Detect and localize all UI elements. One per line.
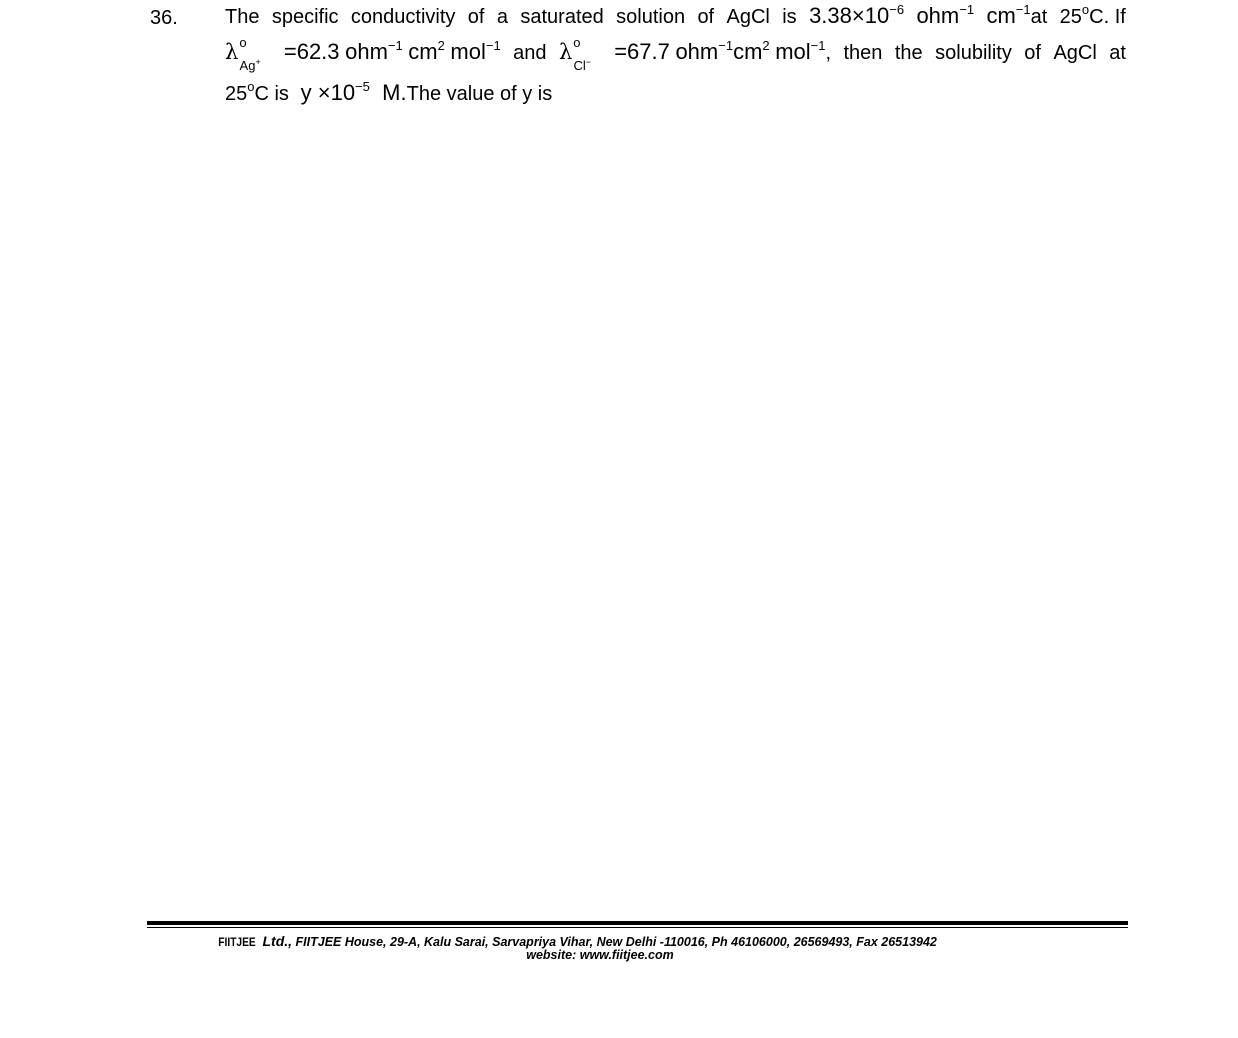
unit-text: mol: [450, 39, 486, 64]
ion-subscript-ag: [240, 57, 261, 73]
times-sign: ×: [851, 3, 865, 28]
word: AgCl: [726, 6, 770, 28]
exponent: −1: [485, 38, 501, 53]
temperature: [1059, 2, 1126, 29]
word: at: [1109, 42, 1126, 64]
lambda-cl-expression: $\lambda^oCl^- =67.7$ $ohm^{-1}cm^2$ mol$^{-1}$,: [558, 35, 832, 73]
footer-ltd: Ltd.,: [262, 933, 293, 949]
word: The: [225, 6, 260, 28]
exponent: −5: [355, 79, 370, 94]
equals-sign: =: [283, 39, 297, 64]
word: C. If: [1089, 6, 1126, 28]
exponent: 2: [437, 38, 445, 53]
unit-mol: [775, 39, 825, 64]
unit-text: cm: [408, 39, 438, 64]
question-number: 36.: [150, 7, 178, 29]
footer-address: FIITJEE House, 29-A, Kalu Sarai, Sarvapriya Vihar, New Delhi -110016, Ph 46106000, 26569493, Fax 26513942: [295, 935, 937, 949]
unit-ohm: [916, 3, 974, 29]
temperature-value: 25: [225, 83, 248, 105]
solubility-expression: [295, 80, 407, 105]
footer-website: website: www.fiitjee.com: [526, 948, 674, 962]
word: solution: [616, 6, 686, 28]
temperature: [225, 79, 289, 105]
degree-symbol: o: [247, 79, 255, 94]
footer-rule-thick: [147, 921, 1128, 925]
unit-ohm: [675, 39, 733, 64]
unit-cm: [986, 3, 1047, 29]
question-text-line-3: [225, 80, 1126, 114]
question-tail: The value of y is: [406, 83, 553, 105]
unit-ohm: [345, 39, 403, 64]
unit-text: mol: [775, 39, 811, 64]
degree-symbol: o: [1081, 2, 1090, 17]
degree-symbol: o: [239, 35, 247, 50]
exponent: −1: [1015, 2, 1031, 17]
unit-text: ohm: [916, 3, 960, 28]
value-mantissa: 3.38: [809, 3, 852, 28]
unit-text: cm: [733, 39, 763, 64]
unit-text: cm: [986, 3, 1016, 28]
unit-text: ohm: [675, 39, 719, 64]
word: a: [496, 6, 508, 28]
variable-y: y: [300, 80, 312, 105]
word: AgCl: [1053, 42, 1097, 64]
question-text-line-2: [225, 35, 1126, 75]
word: is: [782, 6, 797, 28]
times-sign: ×: [317, 80, 331, 105]
exponent: −1: [959, 2, 975, 17]
ion-subscript-cl: [574, 57, 592, 73]
word: of: [467, 6, 485, 28]
unit-cm: [408, 39, 445, 64]
word: at: [1030, 6, 1048, 28]
word: specific: [271, 6, 339, 28]
unit-mol: [450, 39, 500, 64]
power-base: 10: [864, 3, 890, 28]
lambda-ag-expression: [225, 35, 501, 73]
word: and: [513, 42, 547, 64]
power-base: 10: [330, 80, 356, 105]
footer-rule-thin: [147, 927, 1128, 928]
word: of: [697, 6, 715, 28]
footer-address-line: [215, 933, 937, 949]
ion-name: Cl: [573, 58, 586, 73]
word: saturated: [520, 6, 604, 28]
degree-symbol: o: [573, 35, 581, 50]
exponent: −1: [387, 38, 403, 53]
equals-sign: =: [614, 39, 628, 64]
word: of: [1024, 42, 1041, 64]
exponent: 2: [762, 38, 770, 53]
ion-charge: −: [585, 57, 592, 67]
word: then: [843, 42, 883, 64]
lambda-symbol: λ: [225, 40, 239, 64]
word: the: [894, 42, 923, 64]
ag-conductance-value: 62.3: [296, 39, 340, 64]
unit-text: ohm: [345, 39, 388, 64]
word: conductivity: [350, 6, 456, 28]
cl-conductance-value: 67.7: [627, 39, 670, 64]
specific-conductivity-value: [809, 3, 904, 29]
unit-molar: M.: [382, 80, 407, 105]
word: C is: [254, 83, 289, 105]
ion-name: Ag: [239, 58, 256, 73]
exponent: −1: [718, 38, 734, 53]
exponent: −1: [810, 38, 826, 53]
unit-cm: [733, 39, 770, 64]
question-text-line-1: [225, 3, 1126, 33]
temperature-value: 25: [1059, 6, 1082, 28]
lambda-symbol: λ: [558, 40, 573, 64]
ion-charge: +: [255, 57, 261, 67]
exponent: −6: [889, 2, 905, 17]
word: solubility: [935, 42, 1012, 64]
footer-brand: FIITJEE: [218, 935, 256, 949]
